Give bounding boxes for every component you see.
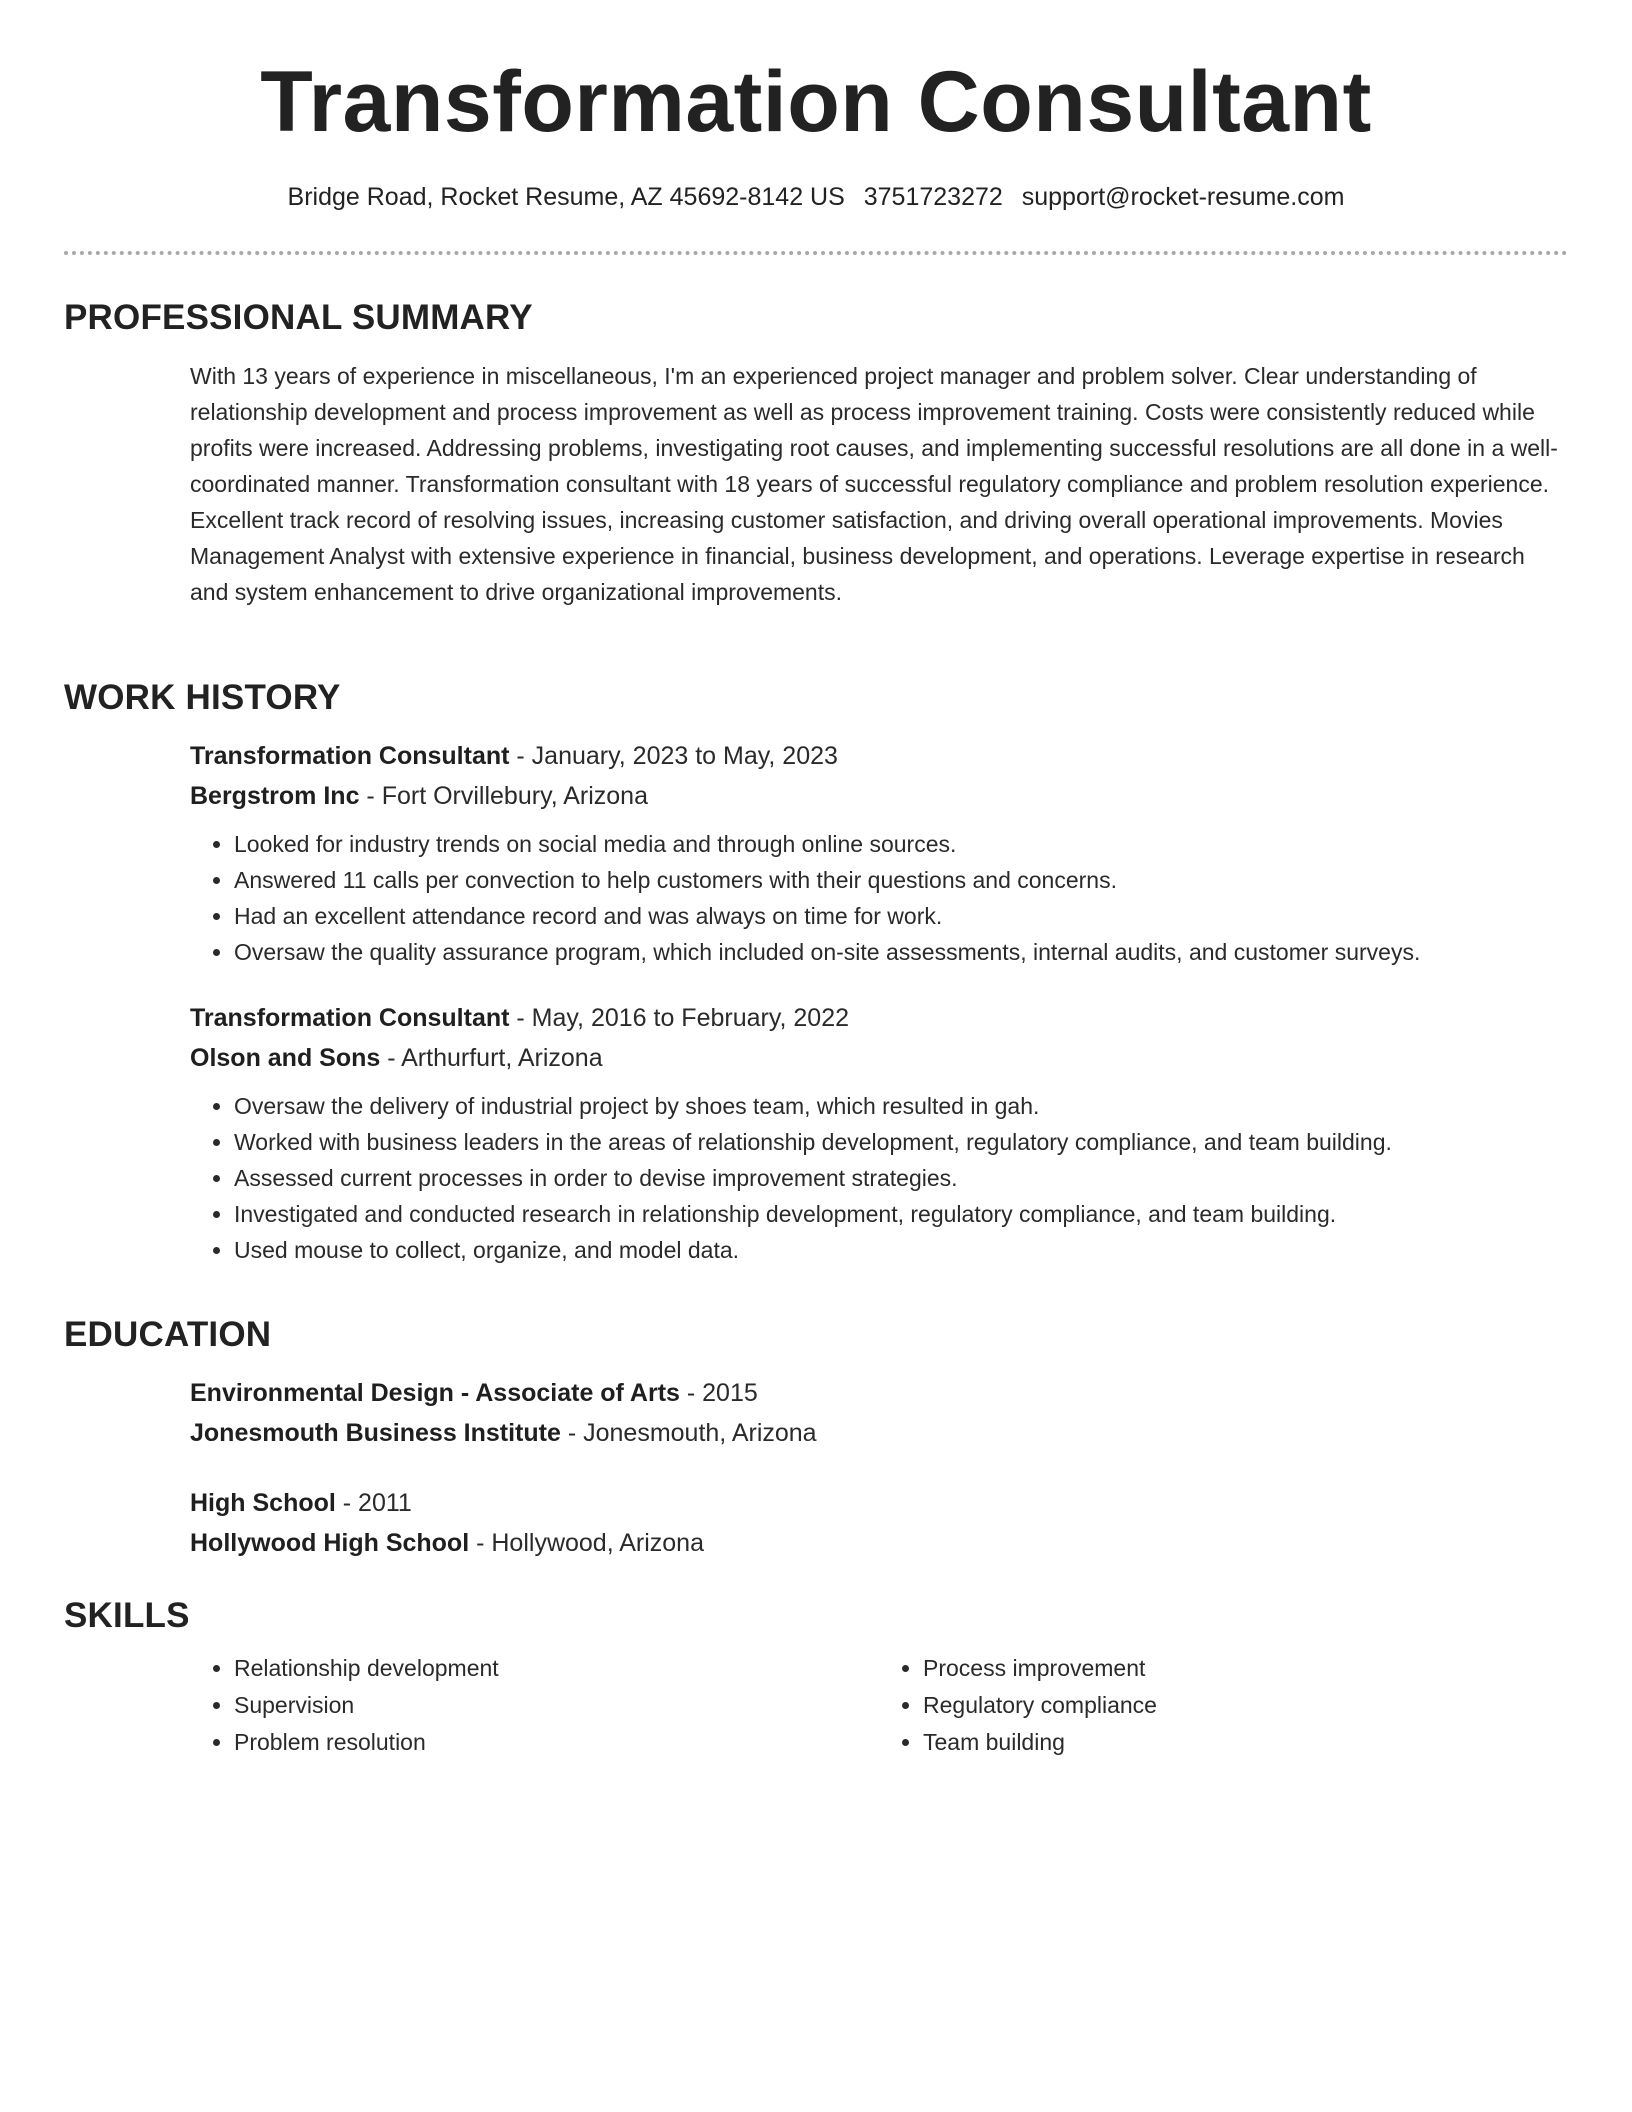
school-name: Jonesmouth Business Institute [190, 1419, 561, 1447]
contact-address: Bridge Road, Rocket Resume, AZ 45692-8142 US [287, 183, 845, 211]
job-company-line [190, 1038, 1568, 1078]
job-location: - Fort Orvillebury, Arizona [359, 782, 648, 810]
job-company-line [190, 776, 1568, 816]
education-title: EDUCATION [64, 1315, 272, 1354]
job-entry [190, 998, 1568, 1268]
school-line [190, 1413, 1568, 1453]
job-bullet: • Had an excellent attendance record and was always on time for work. [234, 898, 1568, 934]
job-bullet: • Assessed current processes in order to devise improvement strategies. [234, 1160, 1568, 1196]
skill-item: • Team building [923, 1724, 1568, 1761]
job-bullet: • Used mouse to collect, organize, and model data. [234, 1232, 1568, 1268]
job-title-line [190, 736, 1568, 776]
job-entry [190, 736, 1568, 970]
skills-column-right [879, 1650, 1568, 1761]
job-role: Transformation Consultant [190, 742, 510, 770]
job-bullet: • Investigated and conducted research in relationship development, regulatory compliance, and team building. [234, 1196, 1568, 1232]
skills-section [64, 1594, 1568, 1761]
degree-name: High School [190, 1489, 336, 1517]
skills-title: SKILLS [64, 1596, 190, 1635]
degree-name: Environmental Design - Associate of Arts [190, 1379, 680, 1407]
school-location: - Hollywood, Arizona [469, 1529, 704, 1557]
skills-column-left [190, 1650, 879, 1761]
contact-email: support@rocket-resume.com [1021, 183, 1345, 211]
education-entry [190, 1483, 1568, 1563]
work-history-section [64, 676, 1568, 1268]
summary-text: With 13 years of experience in miscellaneous, I'm an experienced project manager and problem solver. Clear understanding of relationship development and process improvement as well as process improvement training. Costs were consistently reduced while profits were increased. Addressing problems, investigating root causes, and implementing successful resolutions are all done in a well-coordinated manner. Transformation consultant with 18 years of successful regulatory compliance and problem resolution experience. Excellent track record of resolving issues, increasing customer satisfaction, and driving overall operational improvements. Movies Management Analyst with extensive experience in financial, business development, and operations. Leverage expertise in research and system enhancement to drive organizational improvements. [190, 363, 1558, 605]
job-company: Olson and Sons [190, 1044, 381, 1072]
job-bullet: • Looked for industry trends on social media and through online sources. [234, 826, 1568, 862]
skill-item: • Problem resolution [234, 1724, 879, 1761]
work-history-title: WORK HISTORY [64, 678, 341, 717]
job-bullet: • Worked with business leaders in the areas of relationship development, regulatory compliance, and team building. [234, 1124, 1568, 1160]
education-section [64, 1313, 1568, 1563]
degree-year: - 2015 [679, 1379, 758, 1407]
contact-phone: 3751723272 [863, 183, 1003, 211]
skill-item: • Process improvement [923, 1650, 1568, 1687]
school-line [190, 1523, 1568, 1563]
skill-item: • Regulatory compliance [923, 1687, 1568, 1724]
summary-title: PROFESSIONAL SUMMARY [64, 298, 533, 337]
school-name: Hollywood High School [190, 1529, 470, 1557]
header-divider [64, 251, 1568, 255]
contact-line [0, 180, 1632, 214]
job-bullet-list [190, 826, 1568, 970]
job-dates: - January, 2023 to May, 2023 [509, 742, 838, 770]
job-title-line [190, 998, 1568, 1038]
job-role: Transformation Consultant [190, 1004, 510, 1032]
school-location: - Jonesmouth, Arizona [560, 1419, 817, 1447]
job-location: - Arthurfurt, Arizona [380, 1044, 603, 1072]
skills-grid [190, 1650, 1568, 1761]
job-dates: - May, 2016 to February, 2022 [509, 1004, 849, 1032]
job-bullet-list [190, 1088, 1568, 1268]
degree-line [190, 1483, 1568, 1523]
job-bullet: • Answered 11 calls per convection to help customers with their questions and concerns. [234, 862, 1568, 898]
job-company: Bergstrom Inc [190, 782, 360, 810]
candidate-name: Transformation Consultant [260, 54, 1372, 150]
education-entry [190, 1373, 1568, 1453]
skill-item: • Supervision [234, 1687, 879, 1724]
degree-year: - 2011 [335, 1489, 412, 1517]
degree-line [190, 1373, 1568, 1413]
job-bullet: • Oversaw the delivery of industrial project by shoes team, which resulted in gah. [234, 1088, 1568, 1124]
skill-item: • Relationship development [234, 1650, 879, 1687]
summary-section [64, 296, 1568, 610]
resume-header [0, 0, 1632, 214]
job-bullet: • Oversaw the quality assurance program, which included on-site assessments, internal audits, and customer surveys. [234, 934, 1568, 970]
